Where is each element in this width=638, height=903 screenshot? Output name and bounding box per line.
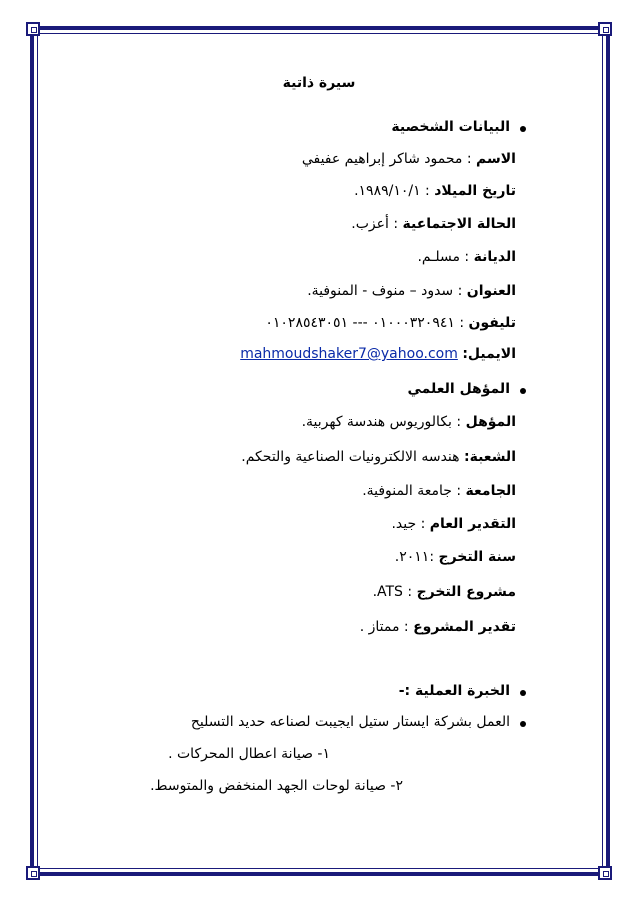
university-label: الجامعة <box>465 483 516 499</box>
degree-value: بكالوريوس هندسة كهربية. <box>301 414 452 430</box>
task-1: ١- صيانة اعطال المحركات . <box>168 746 330 762</box>
job-value: العمل بشركة ايستار ستيل ايجيبت لصناعه حديد التسليح <box>190 714 510 730</box>
religion-label: الديانة <box>473 249 516 265</box>
address-label: العنوان <box>466 283 516 299</box>
project-row: مشروع التخرج : ATS. <box>372 584 516 600</box>
degree-row: المؤهل : بكالوريوس هندسة كهربية. <box>301 414 516 430</box>
email-label: الايميل: <box>462 346 516 362</box>
marital-label: الحالة الاجتماعية <box>402 216 516 232</box>
section-heading-personal <box>391 119 510 135</box>
email-link[interactable]: mahmoudshaker7@yahoo.com <box>240 346 458 362</box>
dept-row <box>241 449 516 465</box>
grad-year-label: سنة التخرج <box>438 549 516 565</box>
marital-value: أعزب. <box>351 216 389 232</box>
section-heading-experience <box>399 683 510 699</box>
document-title: سيرة ذاتية <box>282 75 356 91</box>
grade-label: التقدير العام <box>429 516 516 532</box>
address-value: سدود – منوف - المنوفية. <box>307 283 454 299</box>
phone-value: ٠١٠٠٠٣٢٠٩٤١ --- ٠١٠٢٨٥٤٣٠٥١ <box>265 315 455 331</box>
religion-value: مسلـم. <box>417 249 460 265</box>
university-row: الجامعة : جامعة المنوفية. <box>362 483 516 499</box>
religion-row: الديانة : مسلـم. <box>417 249 516 265</box>
address-row: العنوان : سدود – منوف - المنوفية. <box>307 283 516 299</box>
job-row <box>191 714 510 730</box>
section-heading-education <box>407 381 510 397</box>
education-heading: المؤهل العلمي <box>407 381 510 397</box>
experience-heading: الخبرة العملية :- <box>398 683 510 699</box>
grad-year-row: سنة التخرج :٢٠١١. <box>394 549 516 565</box>
project-grade-value: ممتاز . <box>359 619 400 635</box>
university-value: جامعة المنوفية. <box>362 483 452 499</box>
bullet-icon <box>520 388 526 394</box>
dob-label: تاريخ الميلاد <box>434 183 516 199</box>
bullet-icon <box>520 721 526 727</box>
border-corner-top-left <box>26 22 40 36</box>
border-corner-bottom-right <box>598 866 612 880</box>
bullet-icon <box>520 690 526 696</box>
project-grade-row: تقدير المشروع : ممتاز . <box>359 619 516 635</box>
degree-label: المؤهل <box>465 414 516 430</box>
project-value: ATS. <box>372 584 403 600</box>
border-corner-top-right <box>598 22 612 36</box>
dept-label: الشعبة: <box>463 449 516 465</box>
task-row-2 <box>150 778 403 794</box>
name-row: الاسم : محمود شاكر إبراهيم عفيفي <box>301 151 516 167</box>
name-label: الاسم <box>476 151 516 167</box>
grad-year-value: ٢٠١١. <box>394 549 430 565</box>
dob-row: تاريخ الميلاد : ١٩٨٩/١٠/١. <box>354 183 516 199</box>
task-row-1 <box>168 746 330 762</box>
email-row <box>240 346 516 362</box>
task-2: ٢- صيانة لوحات الجهد المنخفض والمتوسط. <box>150 778 403 794</box>
border-corner-bottom-left <box>26 866 40 880</box>
grade-row: التقدير العام : جيد. <box>391 516 516 532</box>
phone-row: تليفون : ٠١٠٠٠٣٢٠٩٤١ --- ٠١٠٢٨٥٤٣٠٥١ <box>265 315 516 331</box>
bullet-icon <box>520 126 526 132</box>
name-value: محمود شاكر إبراهيم عفيفي <box>301 151 463 167</box>
grade-value: جيد. <box>391 516 417 532</box>
dob-value: ١٩٨٩/١٠/١. <box>354 183 421 199</box>
personal-heading: البيانات الشخصية <box>391 119 510 135</box>
project-grade-label: تقدير المشروع <box>413 619 516 635</box>
marital-row: الحالة الاجتماعية : أعزب. <box>351 216 516 232</box>
project-label: مشروع التخرج <box>416 584 516 600</box>
phone-label: تليفون <box>468 315 516 331</box>
dept-value: هندسه الالكترونيات الصناعية والتحكم. <box>241 449 460 465</box>
